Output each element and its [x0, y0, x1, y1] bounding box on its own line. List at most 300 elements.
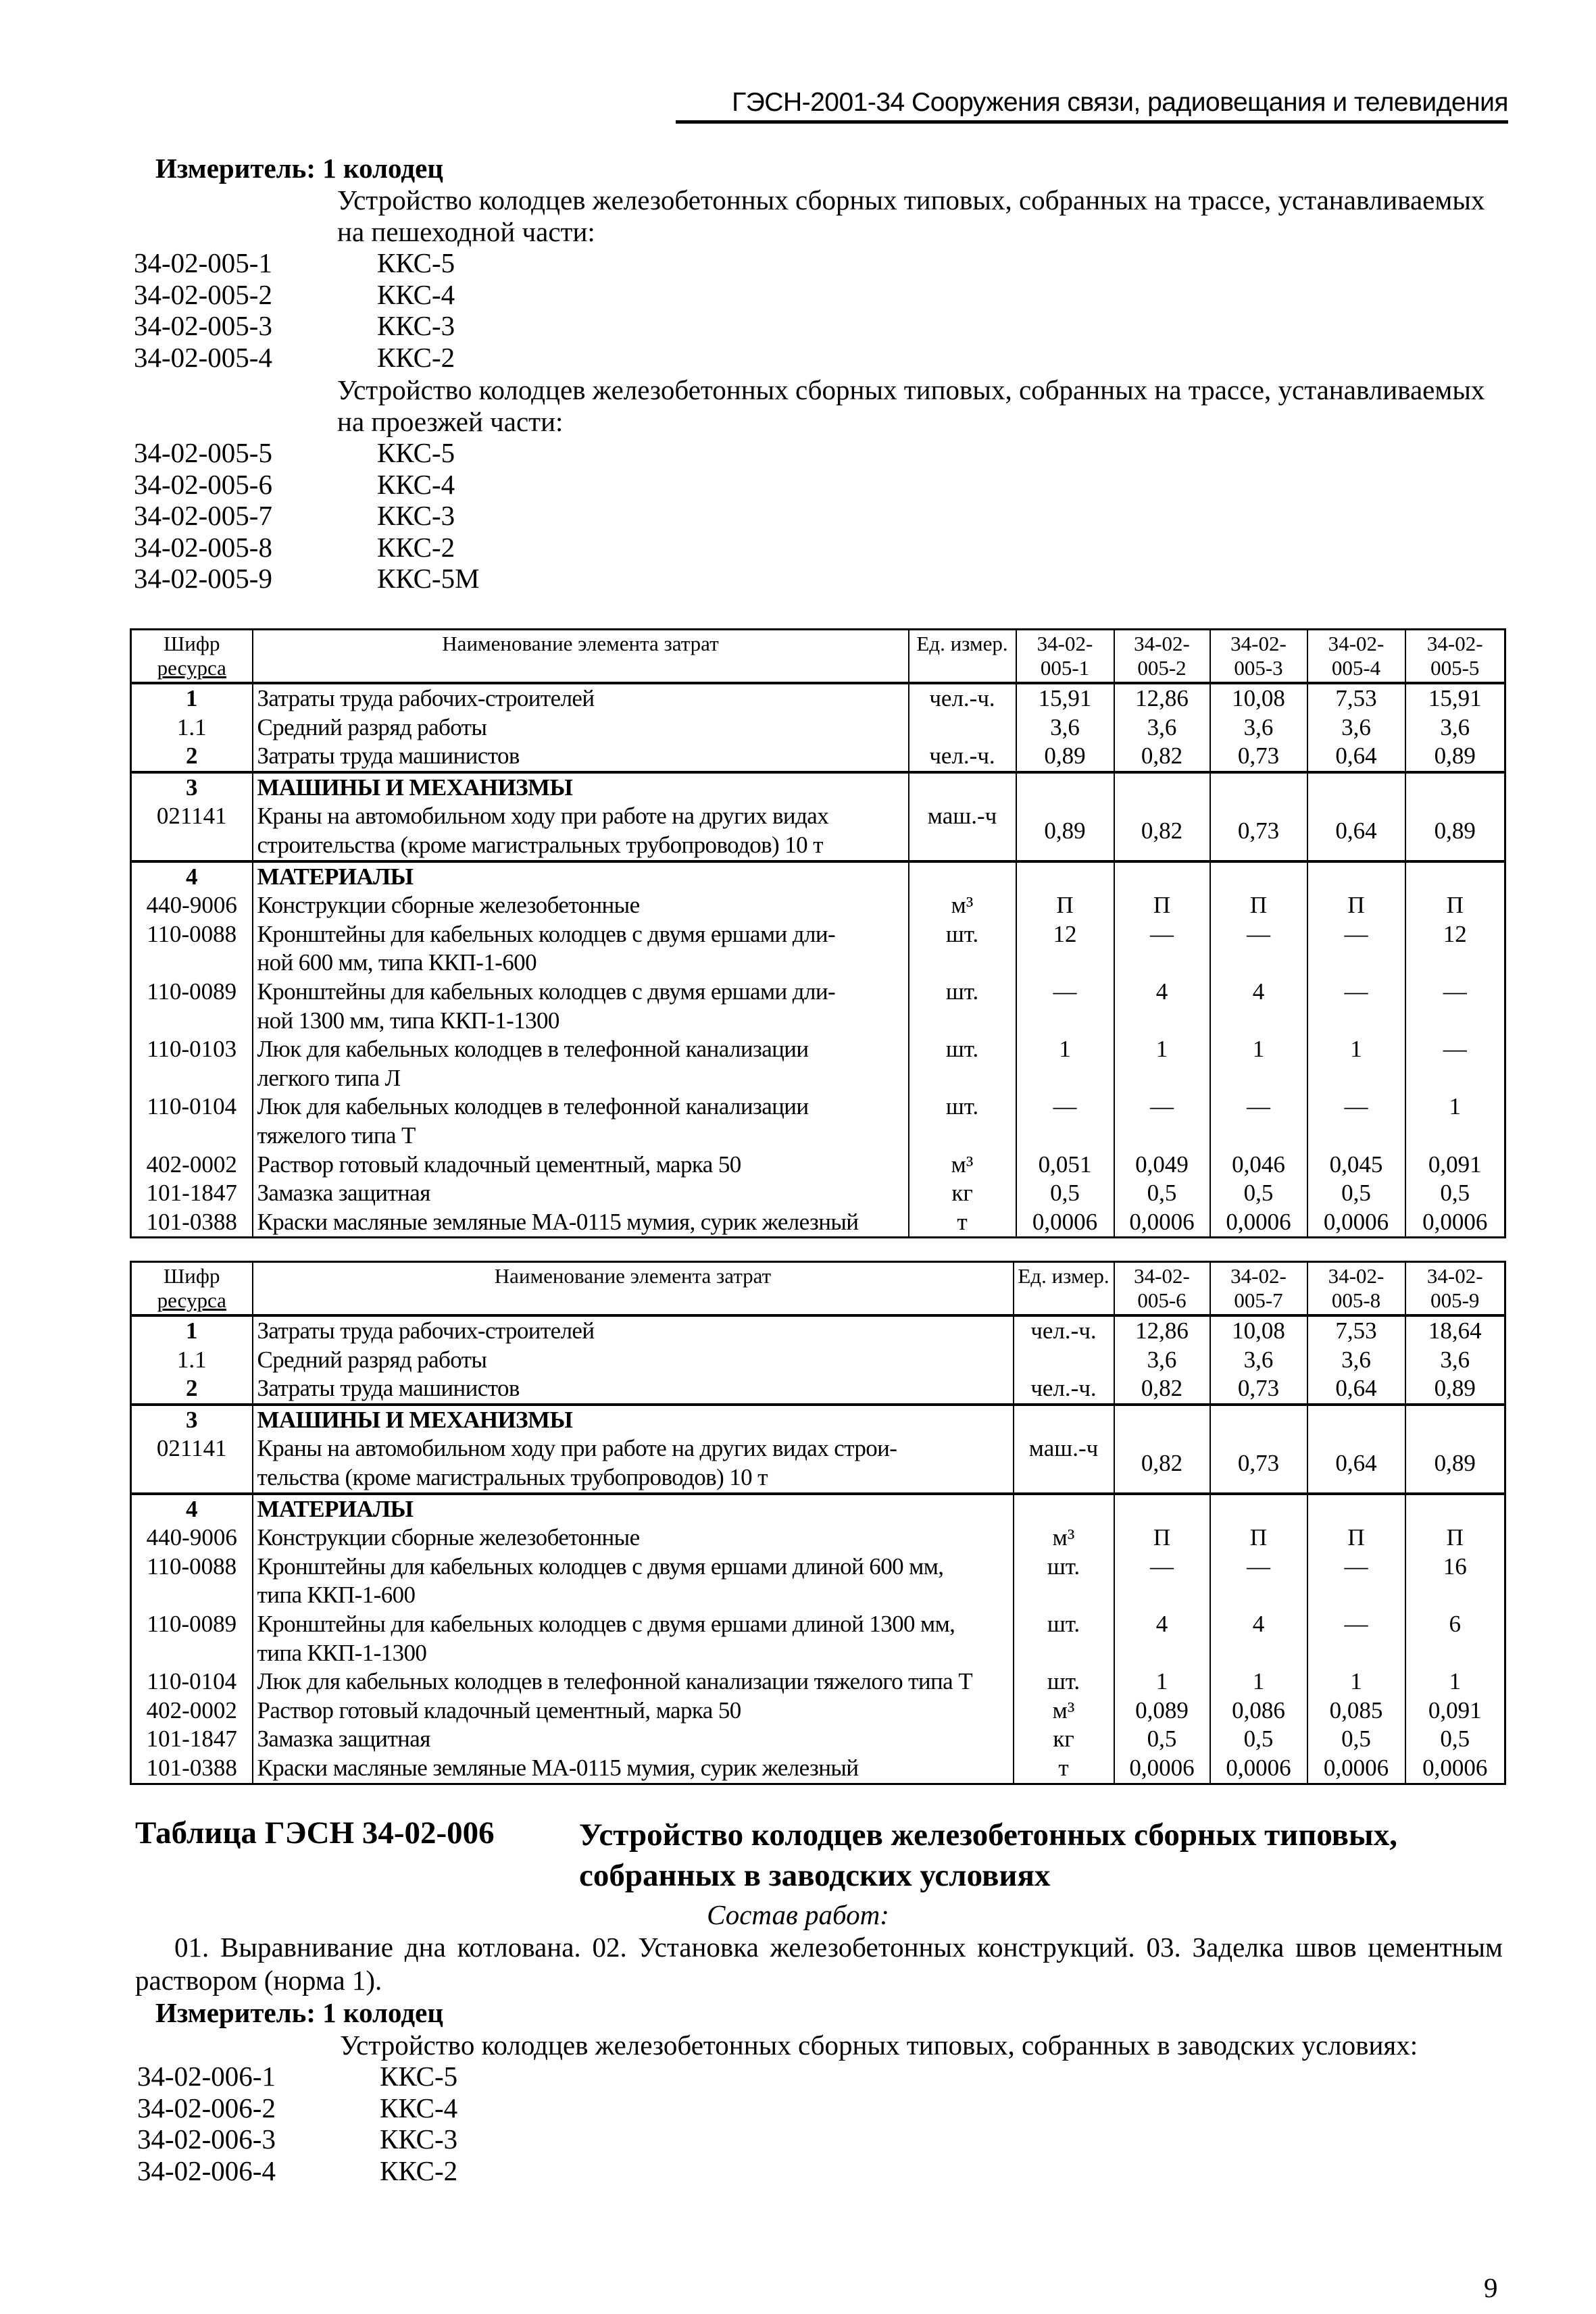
resource-code: 4 — [131, 861, 253, 892]
header-norm-code — [1307, 630, 1405, 684]
unit: шт. — [909, 1092, 1016, 1150]
resource-name-line: Кронштейны для кабельных колодцев с двумя ершами длиной 600 мм, — [257, 1553, 944, 1580]
resource-name — [253, 1374, 1014, 1405]
resource-name-line: Конструкции сборные железобетонные — [257, 1524, 640, 1551]
resource-name — [253, 1725, 1014, 1754]
norm-value: 15,91 — [1405, 683, 1505, 713]
norm-code-top: 34-02- — [1426, 632, 1483, 655]
unit: шт. — [1014, 1667, 1114, 1696]
unit — [909, 861, 1016, 892]
resource-name-line: Замазка защитная — [257, 1726, 430, 1753]
resource-name — [253, 1434, 1014, 1493]
norm-code-bottom: 005-6 — [1137, 1288, 1187, 1312]
header-code-line: ресурса — [157, 1288, 226, 1312]
resource-name-line: Раствор готовый кладочный цементный, марка 50 — [257, 1696, 741, 1724]
title-line: Устройство колодцев железобетонных сборных типовых, — [579, 1817, 1397, 1853]
resource-code: 101-0388 — [131, 1208, 253, 1238]
header-code-line: Шифр — [164, 632, 220, 655]
norm-value — [1405, 861, 1505, 892]
norm-value: 0,049 — [1114, 1151, 1210, 1180]
items-description: Устройство колодцев железобетонных сборных типовых, собранных в заводских условиях: — [340, 2030, 1418, 2061]
resource-name — [253, 1696, 1014, 1726]
norm-value: 3,6 — [1114, 713, 1210, 743]
norm-value: 0,0006 — [1405, 1208, 1505, 1238]
norm-value — [1405, 1405, 1505, 1435]
resource-name-line: ной 600 мм, типа ККП-1-600 — [257, 949, 537, 976]
section-heading-row — [131, 861, 1505, 892]
table-row — [131, 891, 1505, 920]
norm-code-top: 34-02- — [1037, 632, 1093, 655]
unit: шт. — [909, 1035, 1016, 1092]
norm-value: 0,5 — [1114, 1725, 1210, 1754]
norm-value — [1016, 772, 1114, 803]
item-code: 34-02-005-4 — [134, 341, 272, 373]
table-row — [131, 1524, 1505, 1553]
item-code: 34-02-006-1 — [137, 2061, 276, 2092]
resource-code: 1.1 — [131, 1346, 253, 1375]
norm-value — [1114, 1494, 1210, 1524]
resource-code: 402-0002 — [131, 1696, 253, 1726]
table-row — [131, 1667, 1505, 1696]
norm-value: — — [1307, 920, 1405, 978]
unit: чел.-ч. — [909, 683, 1016, 713]
norm-value: 0,89 — [1016, 742, 1114, 772]
resource-name — [253, 772, 909, 803]
group2-description — [337, 374, 1485, 438]
resource-code: 110-0089 — [131, 978, 253, 1035]
resource-name-line: ной 1300 мм, типа ККП-1-1300 — [257, 1007, 559, 1034]
norm-value: — — [1307, 978, 1405, 1035]
table-row — [131, 1696, 1505, 1726]
norm-value: 3,6 — [1307, 713, 1405, 743]
norm-value: П — [1307, 1524, 1405, 1553]
resource-name — [253, 1151, 909, 1180]
norm-value: 3,6 — [1405, 1346, 1505, 1375]
resource-name — [253, 891, 909, 920]
table-row — [131, 1434, 1505, 1493]
item-name: ККС-5 — [377, 247, 455, 278]
norm-value: 15,91 — [1016, 683, 1114, 713]
header-name: Наименование элемента затрат — [253, 630, 909, 684]
resource-name — [253, 1553, 1014, 1610]
resource-code: 110-0089 — [131, 1610, 253, 1667]
resource-code: 4 — [131, 1494, 253, 1524]
resource-code: 021141 — [131, 802, 253, 861]
norm-value: 1 — [1307, 1667, 1405, 1696]
norm-value: — — [1307, 1610, 1405, 1667]
header-code — [131, 1262, 253, 1316]
norm-value: 3,6 — [1016, 713, 1114, 743]
norm-value — [1405, 772, 1505, 803]
norm-value: 3,6 — [1307, 1346, 1405, 1375]
item-name: ККС-2 — [377, 341, 455, 373]
item-name: ККС-4 — [380, 2092, 458, 2123]
norm-value: 0,0006 — [1405, 1754, 1505, 1784]
table-row — [131, 802, 1505, 861]
resource-name-line: Затраты труда рабочих-строителей — [257, 685, 595, 711]
table-row — [131, 1151, 1505, 1180]
header-norm-code — [1307, 1262, 1405, 1316]
norm-value: 0,046 — [1210, 1151, 1307, 1180]
running-header: ГЭСН-2001-34 Сооружения связи, радиовещания и телевидения — [676, 86, 1508, 124]
resource-code: 110-0088 — [131, 920, 253, 978]
resource-name-line: Люк для кабельных колодцев в телефонной канализации тяжелого типа Т — [257, 1668, 972, 1695]
header-code-line: Шифр — [164, 1264, 220, 1288]
resource-code: 110-0088 — [131, 1553, 253, 1610]
resource-name-line: МАШИНЫ И МЕХАНИЗМЫ — [257, 774, 573, 801]
resource-name — [253, 1524, 1014, 1553]
table-row — [131, 1035, 1505, 1092]
table-row — [131, 1315, 1505, 1346]
norm-value — [1307, 1494, 1405, 1524]
item-code: 34-02-005-5 — [134, 437, 272, 468]
resource-name-line: Кронштейны для кабельных колодцев с двумя ершами длиной 1300 мм, — [257, 1610, 955, 1637]
item-code: 34-02-005-9 — [134, 563, 272, 594]
resource-name — [253, 920, 909, 978]
norm-value: — — [1405, 978, 1505, 1035]
resource-name-line: Краны на автомобильном ходу при работе на других видах строи- — [257, 1435, 897, 1462]
unit: т — [909, 1208, 1016, 1238]
item-code: 34-02-006-3 — [137, 2123, 276, 2155]
description-line: Устройство колодцев железобетонных сборных типовых, собранных на трассе, устанавливаемых — [337, 374, 1485, 405]
resource-name-line: Конструкции сборные железобетонные — [257, 892, 640, 919]
norm-value: 0,64 — [1307, 742, 1405, 772]
header-name: Наименование элемента затрат — [253, 1262, 1014, 1316]
norm-value: 0,086 — [1210, 1696, 1307, 1726]
norm-value: 0,0006 — [1307, 1208, 1405, 1238]
norm-value: 18,64 — [1405, 1315, 1505, 1346]
table-title — [579, 1815, 1397, 1896]
resource-code: 101-1847 — [131, 1179, 253, 1208]
resource-name-line: Кронштейны для кабельных колодцев с двумя ершами дли- — [257, 978, 836, 1005]
norm-value: 3,6 — [1210, 713, 1307, 743]
norm-code-bottom: 005-1 — [1040, 656, 1090, 680]
norm-value: 4 — [1210, 1610, 1307, 1667]
resource-code: 3 — [131, 772, 253, 803]
norm-value — [1114, 861, 1210, 892]
norm-value: 0,5 — [1405, 1179, 1505, 1208]
item-code: 34-02-005-1 — [134, 247, 272, 278]
norm-value: П — [1210, 891, 1307, 920]
norm-value — [1210, 861, 1307, 892]
norm-value — [1114, 772, 1210, 803]
resource-name — [253, 1346, 1014, 1375]
resource-name-line: Люк для кабельных колодцев в телефонной канализации — [257, 1093, 809, 1120]
item-name: ККС-3 — [377, 310, 455, 341]
resource-name — [253, 1179, 909, 1208]
norm-value: 0,89 — [1405, 742, 1505, 772]
table-row — [131, 1754, 1505, 1784]
resource-name-line: Средний разряд работы — [257, 713, 487, 740]
norm-value: 0,73 — [1210, 742, 1307, 772]
norm-value: 0,82 — [1114, 742, 1210, 772]
norm-value: 1 — [1210, 1667, 1307, 1696]
unit: м³ — [1014, 1696, 1114, 1726]
item-name: ККС-3 — [380, 2123, 458, 2155]
norm-value: 0,64 — [1307, 1434, 1405, 1493]
resource-code: 101-1847 — [131, 1725, 253, 1754]
resource-name-line: Кронштейны для кабельных колодцев с двумя ершами дли- — [257, 920, 836, 947]
table-row — [131, 1179, 1505, 1208]
header-norm-code — [1114, 1262, 1210, 1316]
resource-code: 1.1 — [131, 713, 253, 743]
item-code: 34-02-005-6 — [134, 468, 272, 500]
resource-name — [253, 1405, 1014, 1435]
norm-value — [1307, 1405, 1405, 1435]
norm-value: П — [1016, 891, 1114, 920]
measure-label: Измеритель: 1 колодец — [155, 1997, 443, 2028]
norm-value — [1210, 1405, 1307, 1435]
resource-name-line: легкого типа Л — [257, 1064, 401, 1091]
norm-value: 0,73 — [1210, 1374, 1307, 1405]
resource-name-line: Средний разряд работы — [257, 1346, 487, 1373]
resource-name-line: Затраты труда машинистов — [257, 743, 520, 770]
description-line: на проезжей части: — [337, 406, 564, 437]
section-heading-row — [131, 1405, 1505, 1435]
norm-value — [1114, 1405, 1210, 1435]
composition-label: Состав работ: — [707, 1899, 889, 1930]
norm-value: 16 — [1405, 1553, 1505, 1610]
item-name: ККС-2 — [377, 531, 455, 563]
norm-value: П — [1114, 1524, 1210, 1553]
norm-value: 0,64 — [1307, 802, 1405, 861]
norm-value: 0,89 — [1405, 1374, 1505, 1405]
norm-value — [1210, 772, 1307, 803]
resource-code: 110-0104 — [131, 1667, 253, 1696]
norm-value: П — [1307, 891, 1405, 920]
resource-code: 110-0104 — [131, 1092, 253, 1150]
resource-name-line: строительства (кроме магистральных трубопроводов) 10 т — [257, 831, 823, 858]
header-norm-code — [1210, 1262, 1307, 1316]
unit: шт. — [909, 920, 1016, 978]
norm-value: 0,5 — [1210, 1179, 1307, 1208]
resource-name — [253, 861, 909, 892]
header-unit: Ед. измер. — [909, 630, 1016, 684]
norm-code-bottom: 005-2 — [1137, 656, 1187, 680]
item-name: ККС-4 — [377, 468, 455, 500]
norm-code-top: 34-02- — [1230, 632, 1287, 655]
group1-description — [337, 184, 1485, 248]
resource-name-line: Краски масляные земляные МА-0115 мумия, сурик железный — [257, 1208, 859, 1235]
norm-value: 4 — [1210, 978, 1307, 1035]
norm-value: 0,091 — [1405, 1696, 1505, 1726]
resource-name-line: тельства (кроме магистральных трубопроводов) 10 т — [257, 1463, 768, 1490]
norm-value: — — [1210, 920, 1307, 978]
resource-name-line: Люк для кабельных колодцев в телефонной канализации — [257, 1036, 809, 1063]
norm-value: 0,89 — [1405, 1434, 1505, 1493]
unit: кг — [909, 1179, 1016, 1208]
unit: чел.-ч. — [1014, 1374, 1114, 1405]
norm-value: 12 — [1016, 920, 1114, 978]
resource-code: 440-9006 — [131, 1524, 253, 1553]
resource-code: 3 — [131, 1405, 253, 1435]
norm-code-bottom: 005-5 — [1430, 656, 1480, 680]
header-norm-code — [1405, 1262, 1505, 1316]
norm-value: 1 — [1307, 1035, 1405, 1092]
norm-value: 0,89 — [1405, 802, 1505, 861]
resource-name — [253, 1092, 909, 1150]
resource-name — [253, 1610, 1014, 1667]
norm-value: 0,045 — [1307, 1151, 1405, 1180]
resource-code: 021141 — [131, 1434, 253, 1493]
header-code — [131, 630, 253, 684]
norm-value: 1 — [1114, 1667, 1210, 1696]
norm-value: П — [1405, 1524, 1505, 1553]
norm-value: 0,73 — [1210, 802, 1307, 861]
norm-code-bottom: 005-3 — [1234, 656, 1283, 680]
norm-value: 3,6 — [1210, 1346, 1307, 1375]
norm-code-top: 34-02- — [1426, 1264, 1483, 1288]
norm-value: — — [1016, 1092, 1114, 1150]
measure-label: Измеритель: 1 колодец — [155, 153, 443, 184]
unit — [1014, 1494, 1114, 1524]
resource-name — [253, 978, 909, 1035]
norm-code-top: 34-02- — [1328, 1264, 1385, 1288]
norm-value: 0,0006 — [1016, 1208, 1114, 1238]
norm-value: — — [1210, 1092, 1307, 1150]
norm-value: 0,0006 — [1307, 1754, 1405, 1784]
norm-code-top: 34-02- — [1328, 632, 1385, 655]
resource-name-line: Краны на автомобильном ходу при работе на других видах — [257, 803, 829, 830]
norm-value: 10,08 — [1210, 683, 1307, 713]
item-code: 34-02-005-3 — [134, 310, 272, 341]
unit — [909, 713, 1016, 743]
table-label: Таблица ГЭСН 34-02-006 — [135, 1815, 495, 1851]
norm-code-bottom: 005-4 — [1331, 656, 1381, 680]
norm-value — [1307, 772, 1405, 803]
table-row — [131, 1725, 1505, 1754]
norm-value: — — [1114, 1092, 1210, 1150]
norm-value: 4 — [1114, 1610, 1210, 1667]
resource-name-line: тяжелого типа Т — [257, 1122, 416, 1149]
resource-code: 1 — [131, 1315, 253, 1346]
norm-value: 0,0006 — [1210, 1754, 1307, 1784]
unit: м³ — [909, 1151, 1016, 1180]
composition-paragraph: 01. Выравнивание дна котлована. 02. Установка железобетонных конструкций. 03. Заделка швов цементным раствором (норма 1). — [135, 1932, 1503, 1996]
norm-code-top: 34-02- — [1134, 1264, 1190, 1288]
unit: чел.-ч. — [909, 742, 1016, 772]
resource-name — [253, 802, 909, 861]
table-row — [131, 1553, 1505, 1610]
norm-code-top: 34-02- — [1134, 632, 1190, 655]
table-row — [131, 920, 1505, 978]
unit — [1014, 1405, 1114, 1435]
item-name: ККС-5 — [380, 2061, 458, 2092]
table-row — [131, 713, 1505, 743]
resource-table-005-1-5 — [130, 628, 1506, 1238]
item-code: 34-02-005-8 — [134, 531, 272, 563]
resource-name — [253, 683, 909, 713]
resource-code: 2 — [131, 742, 253, 772]
unit: м³ — [1014, 1524, 1114, 1553]
page-number: 9 — [1484, 2272, 1498, 2303]
section-heading-row — [131, 1494, 1505, 1524]
norm-value: 1 — [1405, 1092, 1505, 1150]
resource-name — [253, 1754, 1014, 1784]
resource-name-line: МАТЕРИАЛЫ — [257, 863, 414, 890]
resource-code: 101-0388 — [131, 1754, 253, 1784]
norm-value: — — [1114, 920, 1210, 978]
norm-value: 12,86 — [1114, 683, 1210, 713]
resource-name-line: МАТЕРИАЛЫ — [257, 1495, 414, 1522]
unit: чел.-ч. — [1014, 1315, 1114, 1346]
resource-name-line: МАШИНЫ И МЕХАНИЗМЫ — [257, 1406, 573, 1433]
header-norm-code — [1114, 630, 1210, 684]
header-norm-code — [1405, 630, 1505, 684]
resource-code: 440-9006 — [131, 891, 253, 920]
header-code-line: ресурса — [157, 656, 226, 680]
item-code: 34-02-005-7 — [134, 500, 272, 531]
norm-value: 0,051 — [1016, 1151, 1114, 1180]
norm-value: 0,091 — [1405, 1151, 1505, 1180]
norm-value: 1 — [1114, 1035, 1210, 1092]
item-code: 34-02-005-2 — [134, 278, 272, 310]
unit: шт. — [1014, 1553, 1114, 1610]
unit: маш.-ч — [1014, 1434, 1114, 1493]
resource-code: 110-0103 — [131, 1035, 253, 1092]
item-name: ККС-3 — [377, 500, 455, 531]
norm-code-bottom: 005-8 — [1331, 1288, 1381, 1312]
resource-name-line: типа ККП-1-1300 — [257, 1639, 427, 1666]
section-heading-row — [131, 772, 1505, 803]
norm-value: — — [1307, 1092, 1405, 1150]
norm-value: 0,5 — [1114, 1179, 1210, 1208]
resource-name — [253, 713, 909, 743]
norm-value: 12 — [1405, 920, 1505, 978]
table-row — [131, 742, 1505, 772]
norm-value: 0,89 — [1016, 802, 1114, 861]
norm-value: 0,0006 — [1114, 1754, 1210, 1784]
norm-value: — — [1405, 1035, 1505, 1092]
norm-value: П — [1114, 891, 1210, 920]
norm-value: 0,82 — [1114, 1374, 1210, 1405]
norm-value: 0,82 — [1114, 802, 1210, 861]
header-norm-code — [1016, 630, 1114, 684]
unit — [909, 772, 1016, 803]
norm-value: 4 — [1114, 978, 1210, 1035]
norm-value: — — [1210, 1553, 1307, 1610]
norm-value: 0,5 — [1405, 1725, 1505, 1754]
norm-value — [1210, 1494, 1307, 1524]
table-row — [131, 1092, 1505, 1150]
norm-value: 1 — [1405, 1667, 1505, 1696]
norm-value — [1405, 1494, 1505, 1524]
resource-name-line: Краски масляные земляные МА-0115 мумия, сурик железный — [257, 1754, 859, 1781]
norm-value — [1307, 861, 1405, 892]
norm-value: П — [1405, 891, 1505, 920]
norm-value: 0,73 — [1210, 1434, 1307, 1493]
table-row — [131, 978, 1505, 1035]
unit: шт. — [909, 978, 1016, 1035]
unit: т — [1014, 1754, 1114, 1784]
item-name: ККС-2 — [380, 2155, 458, 2186]
unit: кг — [1014, 1725, 1114, 1754]
norm-value: 1 — [1210, 1035, 1307, 1092]
resource-name — [253, 1494, 1014, 1524]
norm-value: 10,08 — [1210, 1315, 1307, 1346]
norm-value: 0,5 — [1016, 1179, 1114, 1208]
norm-code-bottom: 005-7 — [1234, 1288, 1283, 1312]
title-line: собранных в заводских условиях — [579, 1858, 1051, 1893]
norm-value: 0,089 — [1114, 1696, 1210, 1726]
header-unit: Ед. измер. — [1014, 1262, 1114, 1316]
resource-name-line: Раствор готовый кладочный цементный, марка 50 — [257, 1151, 741, 1178]
resource-name-line: Затраты труда рабочих-строителей — [257, 1317, 595, 1344]
norm-value: П — [1210, 1524, 1307, 1553]
norm-code-bottom: 005-9 — [1430, 1288, 1480, 1312]
norm-value: 0,5 — [1210, 1725, 1307, 1754]
norm-value: 7,53 — [1307, 1315, 1405, 1346]
